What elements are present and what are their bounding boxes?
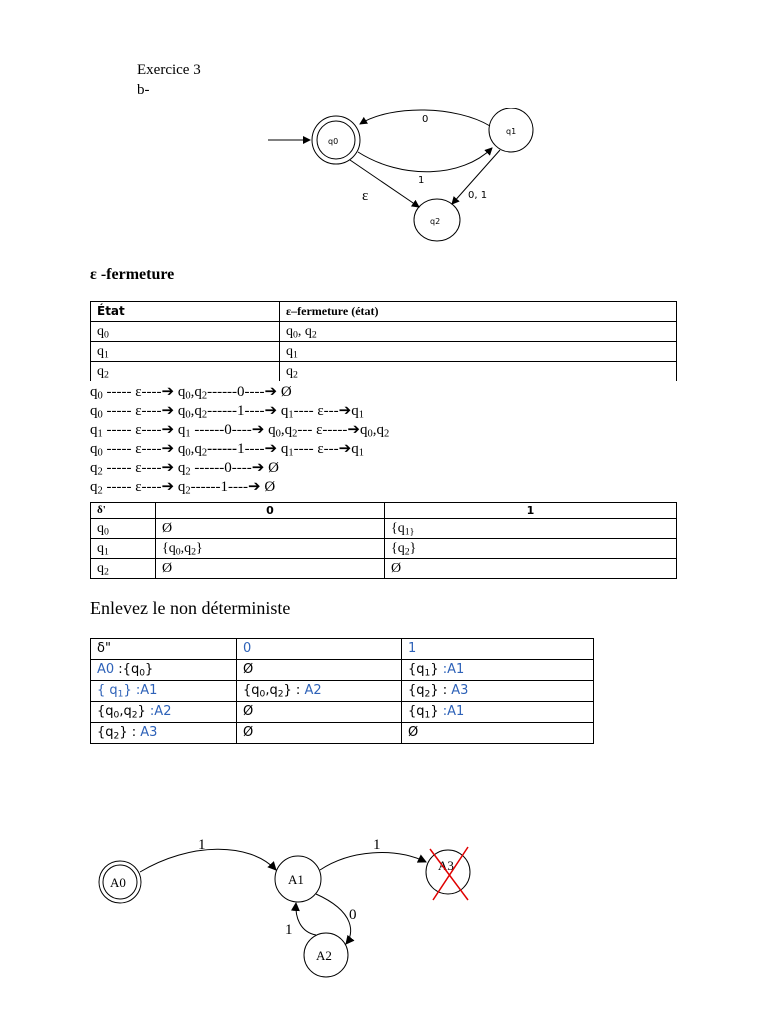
edge-label-1: 1: [418, 175, 425, 186]
cell-on-0: Ø: [237, 723, 402, 744]
edge-label-A2-A1: 1: [285, 922, 293, 938]
cell-on-0: Ø: [237, 702, 402, 723]
transition-line: $q_0$ ----- ε----➔ $q_0,q_2------1----➔$ $q_1----$ $\varepsilon---➔q_1$: [90, 403, 364, 421]
cell-state: $q_0$: [91, 519, 156, 539]
cell-on-1: $\{q_1\}$ :A1: [402, 660, 594, 681]
cell-closure: $q_0$, $q_2$: [280, 322, 677, 342]
edge-label-01: 0, 1: [468, 190, 488, 201]
cell-on-0: Ø: [156, 519, 385, 539]
cell-state: $q_1$: [91, 342, 280, 362]
cell-on-0: Ø: [156, 559, 385, 579]
exercise-title: Exercice 3: [137, 62, 201, 78]
table-header-row: [91, 639, 594, 660]
edge-label-A1-A3: 1: [373, 837, 381, 853]
delta-prime-table: [90, 502, 677, 579]
cell-state: { $q_1$} :A1: [91, 681, 237, 702]
table-row: [91, 723, 594, 744]
edge-label-A0-A1: 1: [198, 837, 206, 853]
cell-on-1: {$q_{1\}}$: [385, 519, 677, 539]
state-q1-label: q1: [506, 127, 517, 136]
cell-on-1: Ø: [385, 559, 677, 579]
table-header-row: [91, 503, 677, 519]
state-q0-label: q0: [328, 137, 339, 146]
cell-on-0: $\{q_0,q_2\}$: [156, 539, 385, 559]
table-row: [91, 660, 594, 681]
cell-on-1: $\{q_2\}$: [385, 539, 677, 559]
edge-label-eps: ε: [362, 188, 369, 204]
header-symbol-1: 1: [385, 503, 677, 519]
edge-A0-A1: [140, 849, 276, 872]
table-row: [91, 342, 677, 362]
edge-label-A1-A2: 0: [349, 907, 357, 923]
nfa-epsilon-diagram: [262, 108, 552, 248]
edge-A1-A3: [320, 853, 426, 870]
transition-derivations: [90, 383, 389, 497]
cell-closure: $q_1$: [280, 342, 677, 362]
state-A1-label: A1: [288, 872, 304, 887]
table-row: [91, 559, 677, 579]
table-row: [91, 362, 677, 382]
header-closure: ε–fermeture (état): [280, 302, 677, 322]
header-symbol-0: 0: [237, 639, 402, 660]
epsilon-closure-heading: ε -fermeture: [90, 266, 175, 283]
header-symbol-1: 1: [402, 639, 594, 660]
edge-A1-A2: [316, 894, 351, 944]
table-row: [91, 681, 594, 702]
delta-double-prime-table: [90, 638, 594, 744]
edge-label-0: 0: [422, 114, 429, 125]
table-row: [91, 702, 594, 723]
header-state: État: [91, 302, 280, 322]
cell-state: $q_0$: [91, 322, 280, 342]
transition-line: $q_2$ ----- ε----➔ $q_2$ ------0----➔ Ø: [90, 460, 279, 478]
header-delta: δ": [91, 639, 237, 660]
determinization-heading: Enlevez le non déterministe: [90, 598, 291, 618]
cell-on-0: $\{q_0,q_2\}$ : A2: [237, 681, 402, 702]
table-row: [91, 519, 677, 539]
cell-closure: $q_2$: [280, 362, 677, 382]
transition-line: $q_2$ ----- ε----➔ $q_2------1----➔$ Ø: [90, 479, 276, 497]
cell-on-1: Ø: [402, 723, 594, 744]
cell-state: $q_2$: [91, 362, 280, 382]
edge-q0-q2: [350, 160, 419, 207]
transition-line: $q_0$ ----- ε----➔ $q_0,q_2------1----➔$ $q_1----$ $\varepsilon---➔q_1$: [90, 441, 364, 459]
header-delta: δ': [91, 503, 156, 519]
edge-q0-q1: [358, 148, 492, 172]
cell-state: $\{q_0,q_2\}$ :A2: [91, 702, 237, 723]
cell-on-0: Ø: [237, 660, 402, 681]
cell-state: $q_1$: [91, 539, 156, 559]
state-A2-label: A2: [316, 948, 332, 963]
cell-on-1: $\{q_1\}$ :A1: [402, 702, 594, 723]
cell-state: $\{q_2\}$ : A3: [91, 723, 237, 744]
table-header-row: [91, 302, 677, 322]
transition-line: $q_1$ ----- ε----➔ $q_1$ ------0----➔ $q_0,q_2---$ $\varepsilon-----➔q_0,q_2$: [90, 422, 390, 440]
table-row: [91, 322, 677, 342]
header-symbol-0: 0: [156, 503, 385, 519]
state-A0-label: A0: [110, 875, 126, 890]
state-q2-label: q2: [430, 217, 441, 226]
cell-state: A0 $:\{q_0\}$: [91, 660, 237, 681]
dfa-diagram: [90, 822, 510, 997]
edge-A2-A1: [296, 903, 316, 935]
state-A3-label: A3: [438, 858, 454, 873]
epsilon-closure-table: [90, 301, 677, 382]
exercise-heading: [137, 60, 201, 100]
transition-line: $q_0$ ----- ε----➔ $q_0,q_2------0----➔$ Ø: [90, 384, 292, 402]
exercise-part: b-: [137, 82, 150, 98]
table-row: [91, 539, 677, 559]
cell-on-1: $\{q_2\}$ : A3: [402, 681, 594, 702]
cell-state: $q_2$: [91, 559, 156, 579]
